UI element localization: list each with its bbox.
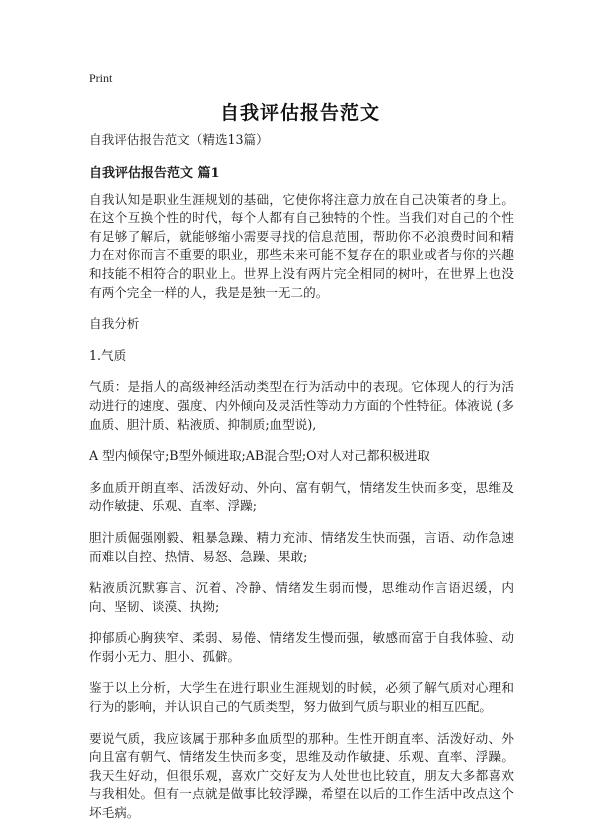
paragraph-self-analysis-heading: 自我分析 bbox=[89, 316, 140, 332]
paragraph-phlegmatic: 粘液质沉默寡言、沉着、冷静、情绪发生弱而慢，思维动作言语迟缓，内向、坚韧、谈漠、执拗; bbox=[89, 580, 514, 614]
paragraph-personal: 要说气质，我应该属于那种多血质型的那种。生性开朗直率、活泼好动、外向且富有朝气、情绪发生快而多变，思维及动作敏捷、乐观、直率、浮躁。我天生好动，但很乐观，喜欢广交好友为人处世也比较直，朋友大多都喜欢与我相处。但有一点就是做事比较浮躁，希望在以后的工作生活中改点这个坏毛病。 bbox=[89, 730, 514, 821]
print-link[interactable]: Print bbox=[89, 71, 113, 85]
paragraph-sanguine: 多血质开朗直率、活泼好动、外向、富有朝气，情绪发生快而多变，思维及动作敏捷、乐观、直率、浮躁; bbox=[89, 479, 514, 514]
page-title: 自我评估报告范文 bbox=[219, 102, 380, 124]
document-subtitle: 自我评估报告范文（精选13篇） bbox=[89, 132, 269, 147]
paragraph-choleric: 胆汁质倔强刚毅、粗暴急躁、精力充沛、情绪发生快而强，言语、动作急速而难以自控、热情、易怒、急躁、果敢; bbox=[89, 529, 514, 564]
paragraph-temperament-heading: 1.气质 bbox=[89, 347, 127, 363]
paragraph-blood-type: A 型内倾保守;B型外倾进取;AB混合型;O对人对己都积极进取 bbox=[89, 448, 430, 464]
paragraph-intro: 自我认知是职业生涯规划的基础，它使你将注意力放在自己决策者的身上。在这个互换个性的时代，每个人都有自己独特的个性。当我们对自己的个性有足够了解后，就能够缩小需要寻找的信息范围，帮助你不必浪费时间和精力在对你而言不重要的职业，那些未来可能不复存在的职业或者与你的兴趣和技能不相符合的职业上。世界上没有两片完全相同的树叶，在世界上也没有两个完全一样的人，我是是独一无二的。 bbox=[89, 191, 514, 300]
paragraph-temperament-definition: 气质：是指人的高级神经活动类型在行为活动中的表现。它体现人的行为活动进行的速度、强度、内外倾向及灵活性等动力方面的个性特征。体液说 (多血质、胆汁质、粘液质、抑制质;血型说), bbox=[89, 379, 514, 432]
section-heading: 自我评估报告范文 篇1 bbox=[89, 165, 220, 181]
document-body bbox=[89, 131, 514, 836]
paragraph-conclusion: 鉴于以上分析，大学生在进行职业生涯规划的时候，必须了解气质对心理和行为的影响，并认识自己的气质类型，努力做到气质与职业的相互匹配。 bbox=[89, 680, 514, 715]
paragraph-melancholic: 抑郁质心胸狭窄、柔弱、易倦、情绪发生慢而强，敏感而富于自我体验、动作弱小无力、胆小、孤僻。 bbox=[89, 630, 514, 664]
